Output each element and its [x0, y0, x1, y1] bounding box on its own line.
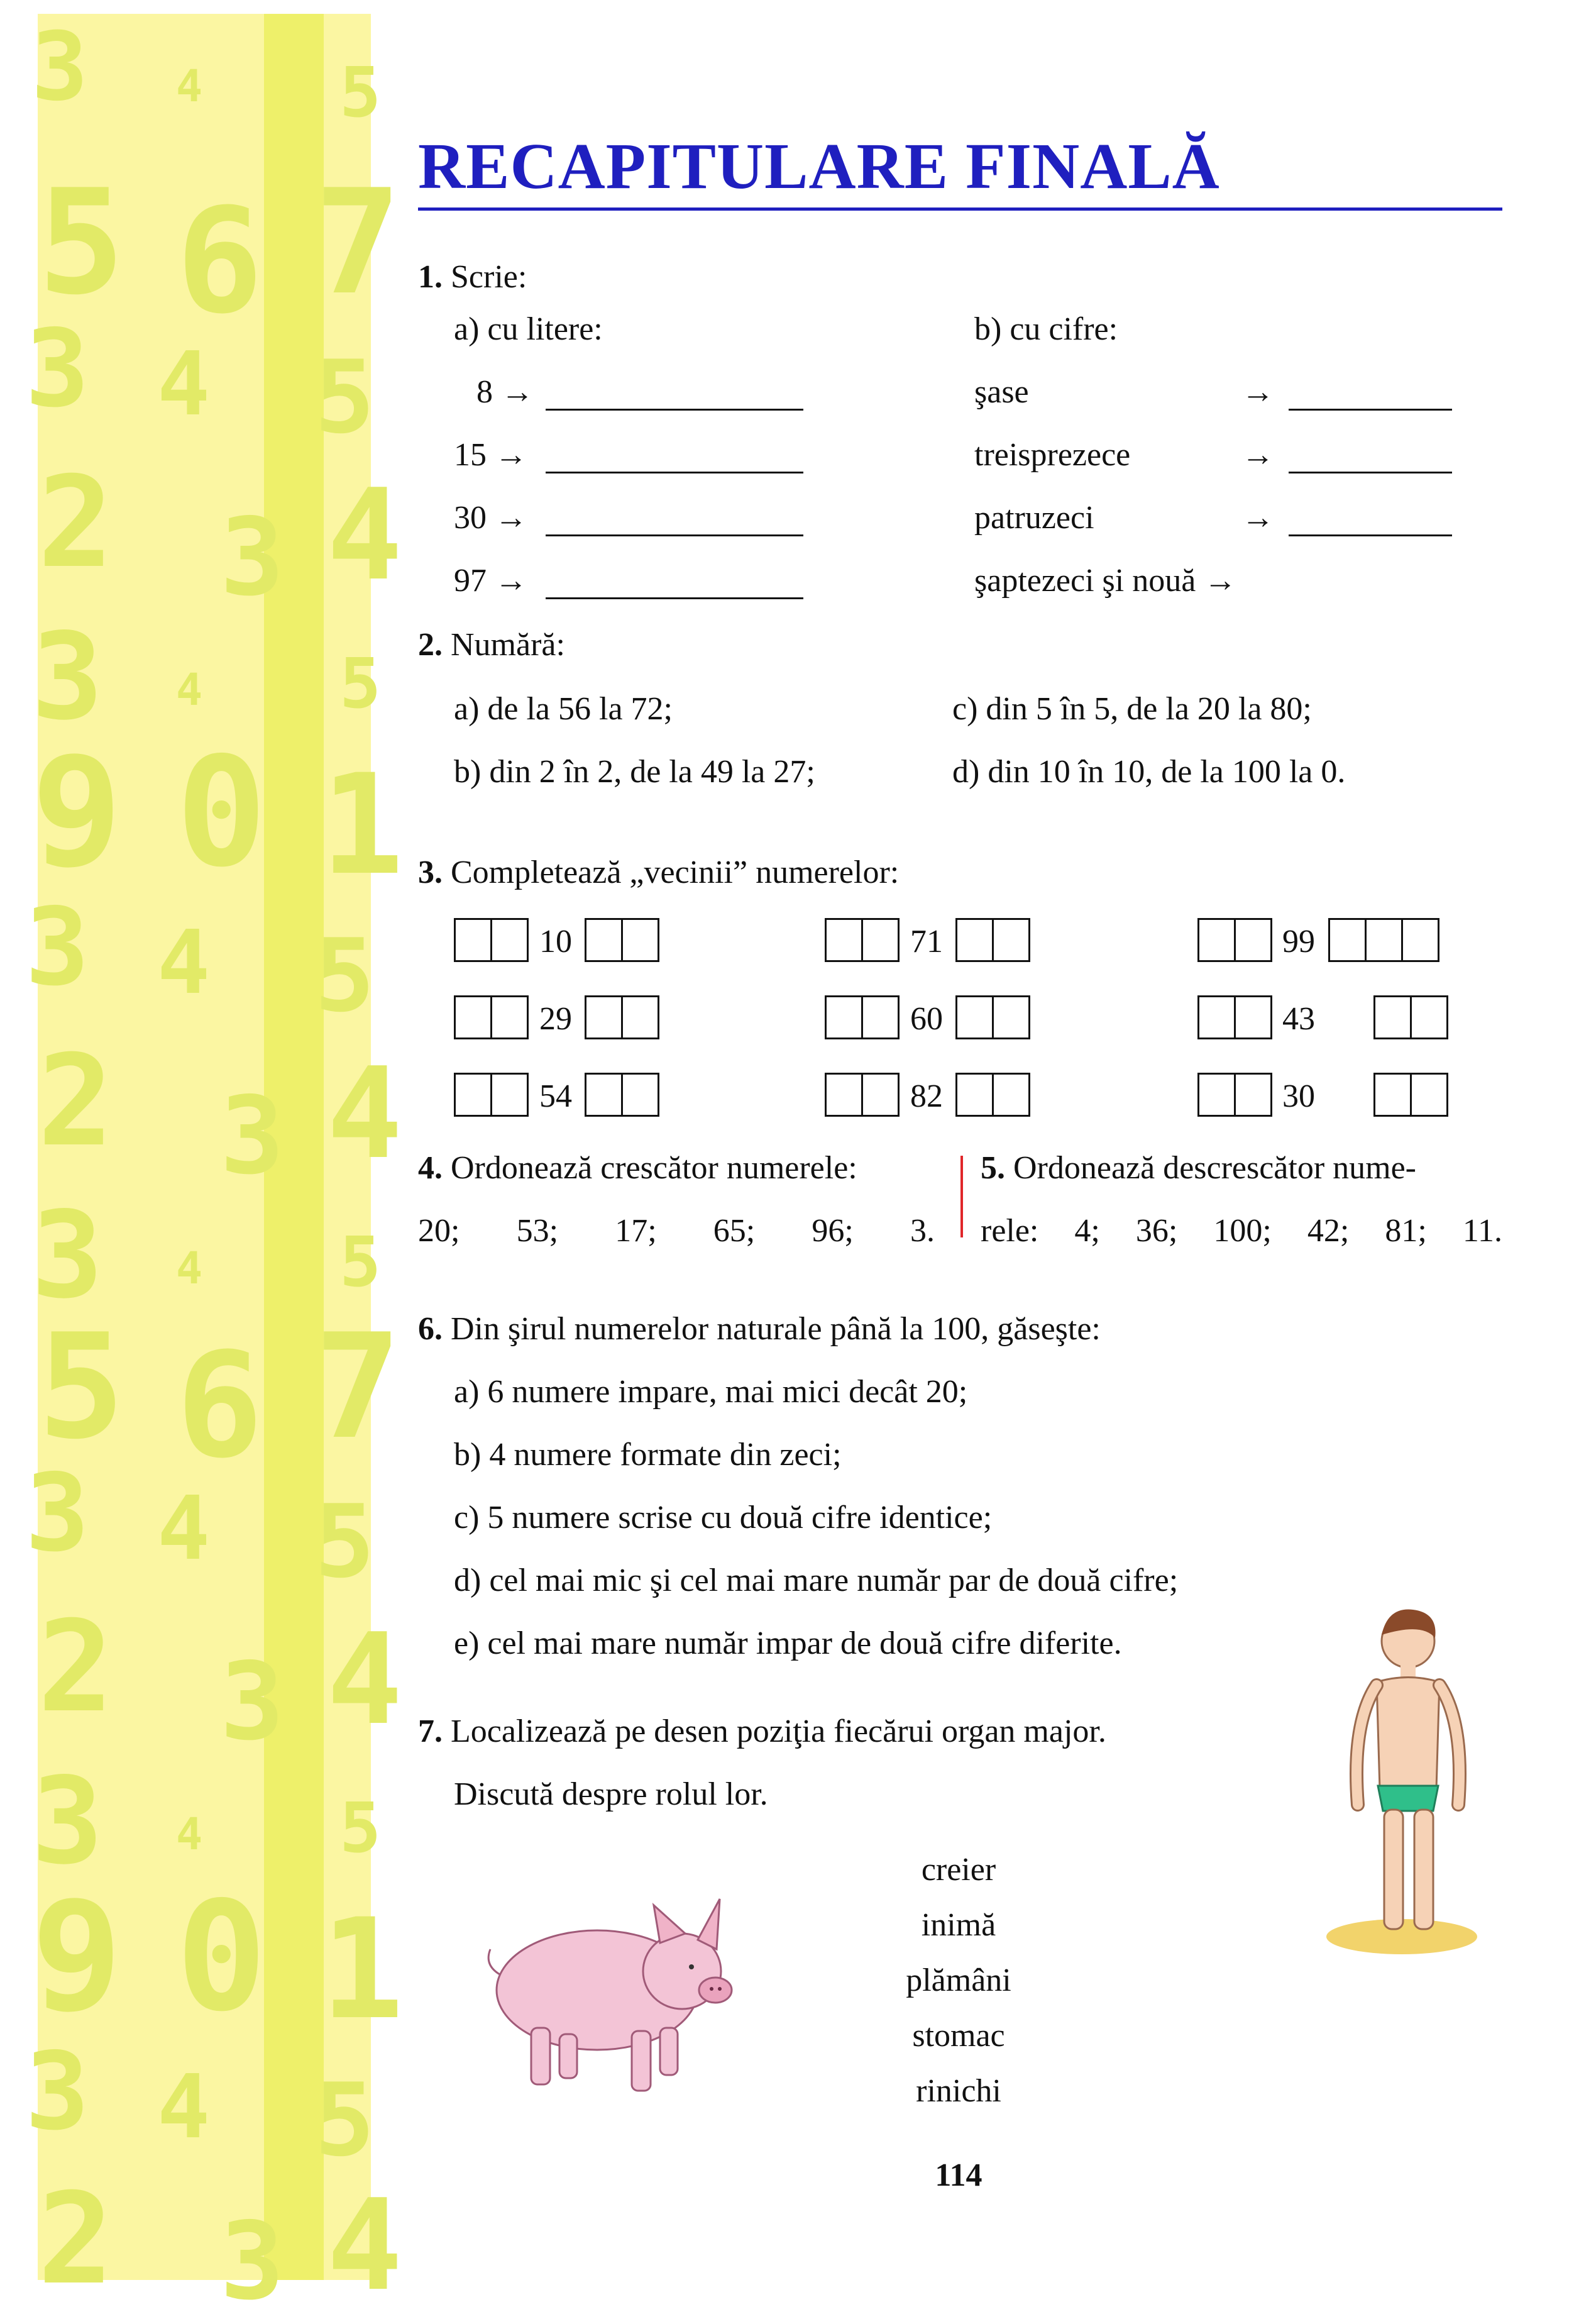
ex1-answer-blank[interactable]	[546, 534, 803, 536]
ex6-item: c) 5 numere scrise cu două cifre identice;	[454, 1500, 993, 1536]
organ-label[interactable]: creier	[921, 1852, 996, 1888]
decorative-number-band: 3 4 5 5 6 7 3 4 5 2 3 4 3 4 5 9 0 1 3 4 5 2 3 4 3 4 5 5 6 7 3 4 5 2 3 4 3 4 5 9 0 1 3 4 5 2 3 4	[25, 13, 404, 2324]
ex3-number: 99	[1282, 924, 1315, 960]
ex2-item: c) din 5 în 5, de la 20 la 80;	[952, 691, 1312, 727]
exercise-7-heading: 7. Localizează pe desen poziţia fiecărui organ major.	[418, 1713, 1106, 1749]
neighbor-boxes[interactable]	[1373, 1073, 1448, 1117]
exercise-2-heading: 2. Numără:	[418, 627, 565, 663]
ex1-word: treisprezece	[974, 437, 1131, 473]
ex2-item: a) de la 56 la 72;	[454, 691, 673, 727]
ex3-number: 29	[539, 1001, 572, 1037]
neighbor-boxes[interactable]	[1373, 995, 1448, 1039]
ex3-number: 54	[539, 1078, 572, 1114]
ex6-item: a) 6 numere impare, mai mici decât 20;	[454, 1374, 968, 1410]
arrow-icon: →	[1241, 500, 1274, 536]
ex6-item: d) cel mai mic şi cel mai mare număr par de două cifre;	[454, 1563, 1179, 1598]
ex3-number: 60	[910, 1001, 943, 1037]
ex1-number: 97 →	[454, 563, 527, 599]
ex1-number: 15 →	[454, 437, 527, 473]
arrow-icon: →	[1241, 437, 1274, 473]
neighbor-boxes[interactable]	[825, 1073, 900, 1117]
neighbor-boxes[interactable]	[454, 995, 529, 1039]
neighbor-boxes[interactable]	[1197, 1073, 1272, 1117]
ex1-number: 30 →	[454, 500, 527, 536]
ex1-answer-blank[interactable]	[546, 472, 803, 473]
exercise-5: 5. Ordonează descrescător nume- rele: 4; 36; 100; 42; 81; 11.	[981, 1150, 1502, 1249]
ex1-word: şase	[974, 374, 1029, 410]
organ-label[interactable]: rinichi	[916, 2073, 1001, 2109]
ex1-answer-blank[interactable]	[546, 409, 803, 411]
organ-label[interactable]: inimă	[921, 1907, 996, 1943]
ex6-item: e) cel mai mare număr impar de două cifre diferite.	[454, 1625, 1122, 1661]
ex3-number: 82	[910, 1078, 943, 1114]
neighbor-boxes[interactable]	[825, 918, 900, 962]
pig-illustration	[478, 1880, 761, 2100]
ex3-number: 10	[539, 924, 572, 960]
neighbor-boxes[interactable]	[585, 995, 659, 1039]
neighbor-boxes[interactable]	[1197, 995, 1272, 1039]
neighbor-boxes[interactable]	[1197, 918, 1272, 962]
neighbor-boxes[interactable]	[955, 1073, 1030, 1117]
ex1-digit-blank[interactable]	[1289, 409, 1452, 411]
organ-list	[867, 1842, 1050, 2119]
exercise-3-heading: 3. Completează „vecinii” numerelor:	[418, 855, 900, 890]
ex1-number: 8 →	[476, 374, 534, 410]
ex1-answer-blank[interactable]	[546, 597, 803, 599]
ex7-subtext: Discută despre rolul lor.	[454, 1776, 768, 1812]
column-divider	[960, 1156, 963, 1237]
ex6-item: b) 4 numere formate din zeci;	[454, 1437, 842, 1473]
page-title: RECAPITULARE FINALĂ	[418, 130, 1220, 202]
exercise-6-heading: 6. Din şirul numerelor naturale până la 100, găseşte:	[418, 1311, 1101, 1347]
exercise-4: 4. Ordonează crescător numerele: 20; 53; 17; 65; 96; 3.	[418, 1150, 935, 1249]
neighbor-boxes[interactable]	[454, 918, 529, 962]
neighbor-boxes[interactable]	[585, 1073, 659, 1117]
neighbor-boxes[interactable]	[1328, 918, 1439, 962]
ex3-number: 71	[910, 924, 943, 960]
neighbor-boxes[interactable]	[955, 918, 1030, 962]
ex1-word: şaptezeci şi nouă →	[974, 563, 1237, 599]
ex2-item: b) din 2 în 2, de la 49 la 27;	[454, 754, 815, 790]
ex1-word: patruzeci	[974, 500, 1094, 536]
title-underline	[418, 208, 1502, 211]
ex1-digit-blank[interactable]	[1289, 472, 1452, 473]
neighbor-boxes[interactable]	[955, 995, 1030, 1039]
ex1-b-label: b) cu cifre:	[974, 311, 1118, 347]
ex1-a-label: a) cu litere:	[454, 311, 603, 347]
ex2-item: d) din 10 în 10, de la 100 la 0.	[952, 754, 1346, 790]
organ-label[interactable]: plămâni	[906, 1962, 1011, 1998]
ex3-number: 30	[1282, 1078, 1315, 1114]
boy-illustration	[1307, 1597, 1509, 1962]
arrow-icon: →	[1241, 374, 1274, 410]
ex3-number: 43	[1282, 1001, 1315, 1037]
neighbor-boxes[interactable]	[825, 995, 900, 1039]
ex1-digit-blank[interactable]	[1289, 534, 1452, 536]
page-number: 114	[935, 2157, 982, 2193]
neighbor-boxes[interactable]	[585, 918, 659, 962]
organ-label[interactable]: stomac	[912, 2018, 1005, 2054]
exercise-1-heading: 1. Scrie:	[418, 259, 527, 295]
neighbor-boxes[interactable]	[454, 1073, 529, 1117]
